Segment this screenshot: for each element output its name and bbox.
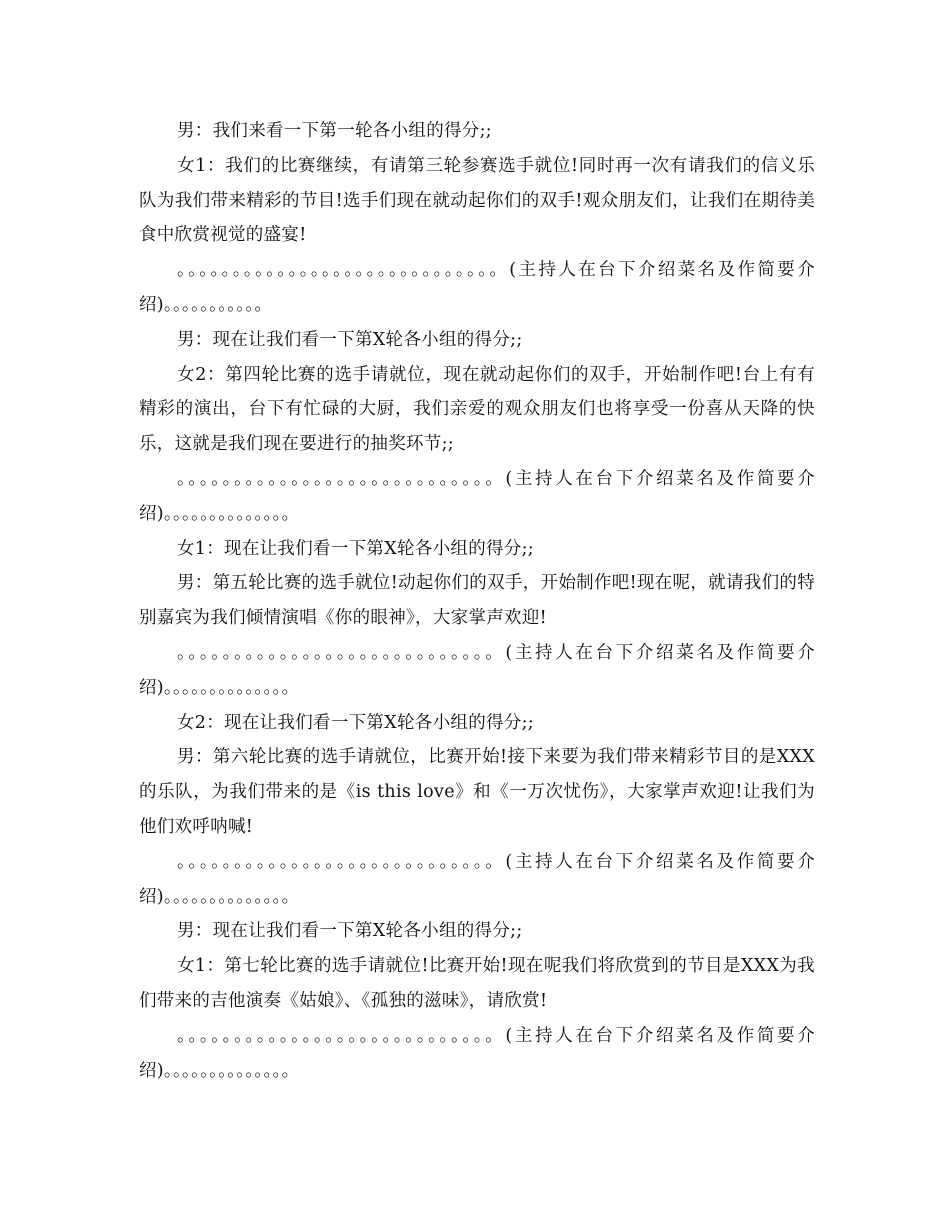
paragraph-6: 。。。。。。。。。。。。。。。。。。。。。。。。。。。。(主持人在台下介绍菜名及作简要介绍)。。。。。。。。。。。。。。 [139, 468, 815, 524]
paragraph-14: 女1：第七轮比赛的选手请就位!比赛开始!现在呢我们将欣赏到的节目是XXX为我们带来的吉他演奏《姑娘》、《孤独的滋味》，请欣赏! [139, 956, 815, 1011]
paragraph-7: 女1：现在让我们看一下第X轮各小组的得分;; [177, 538, 534, 559]
document-body [139, 114, 815, 1088]
paragraph-15: 。。。。。。。。。。。。。。。。。。。。。。。。。。。。(主持人在台下介绍菜名及作简要介绍)。。。。。。。。。。。。。。 [139, 1025, 815, 1081]
paragraph-5: 女2：第四轮比赛的选手请就位，现在就动起你们的双手，开始制作吧!台上有有精彩的演出，台下有忙碌的大厨，我们亲爱的观众朋友们也将享受一份喜从天降的快乐，这就是我们现在要进行的抽奖环节;; [139, 364, 815, 455]
paragraph-4: 男：现在让我们看一下第X轮各小组的得分;; [177, 329, 523, 350]
paragraph-2: 女1：我们的比赛继续，有请第三轮参赛选手就位!同时再一次有请我们的信义乐队为我们带来精彩的节目!选手们现在就动起你们的双手!观众朋友们，让我们在期待美食中欣赏视觉的盛宴! [139, 155, 815, 246]
paragraph-11: 男：第六轮比赛的选手请就位，比赛开始!接下来要为我们带来精彩节目的是XXX的乐队，为我们带来的是《is this love》和《一万次忧伤》，大家掌声欢迎!让我们为他们欢呼呐喊! [139, 747, 815, 837]
paragraph-13: 男：现在让我们看一下第X轮各小组的得分;; [177, 921, 523, 942]
paragraph-1: 男：我们来看一下第一轮各小组的得分;; [177, 121, 492, 141]
paragraph-8: 男：第五轮比赛的选手就位!动起你们的双手，开始制作吧!现在呢，就请我们的特别嘉宾为我们倾情演唱《你的眼神》，大家掌声欢迎! [139, 573, 815, 629]
paragraph-12: 。。。。。。。。。。。。。。。。。。。。。。。。。。。。(主持人在台下介绍菜名及作简要介绍)。。。。。。。。。。。。。。 [139, 851, 815, 907]
paragraph-10: 女2：现在让我们看一下第X轮各小组的得分;; [177, 712, 534, 733]
paragraph-9: 。。。。。。。。。。。。。。。。。。。。。。。。。。。。(主持人在台下介绍菜名及作简要介绍)。。。。。。。。。。。。。。 [139, 642, 815, 698]
paragraph-3: 。。。。。。。。。。。。。。。。。。。。。。。。。。。。。(主持人在台下介绍菜名及作简要介绍)。。。。。。。。。。。 [139, 260, 815, 315]
